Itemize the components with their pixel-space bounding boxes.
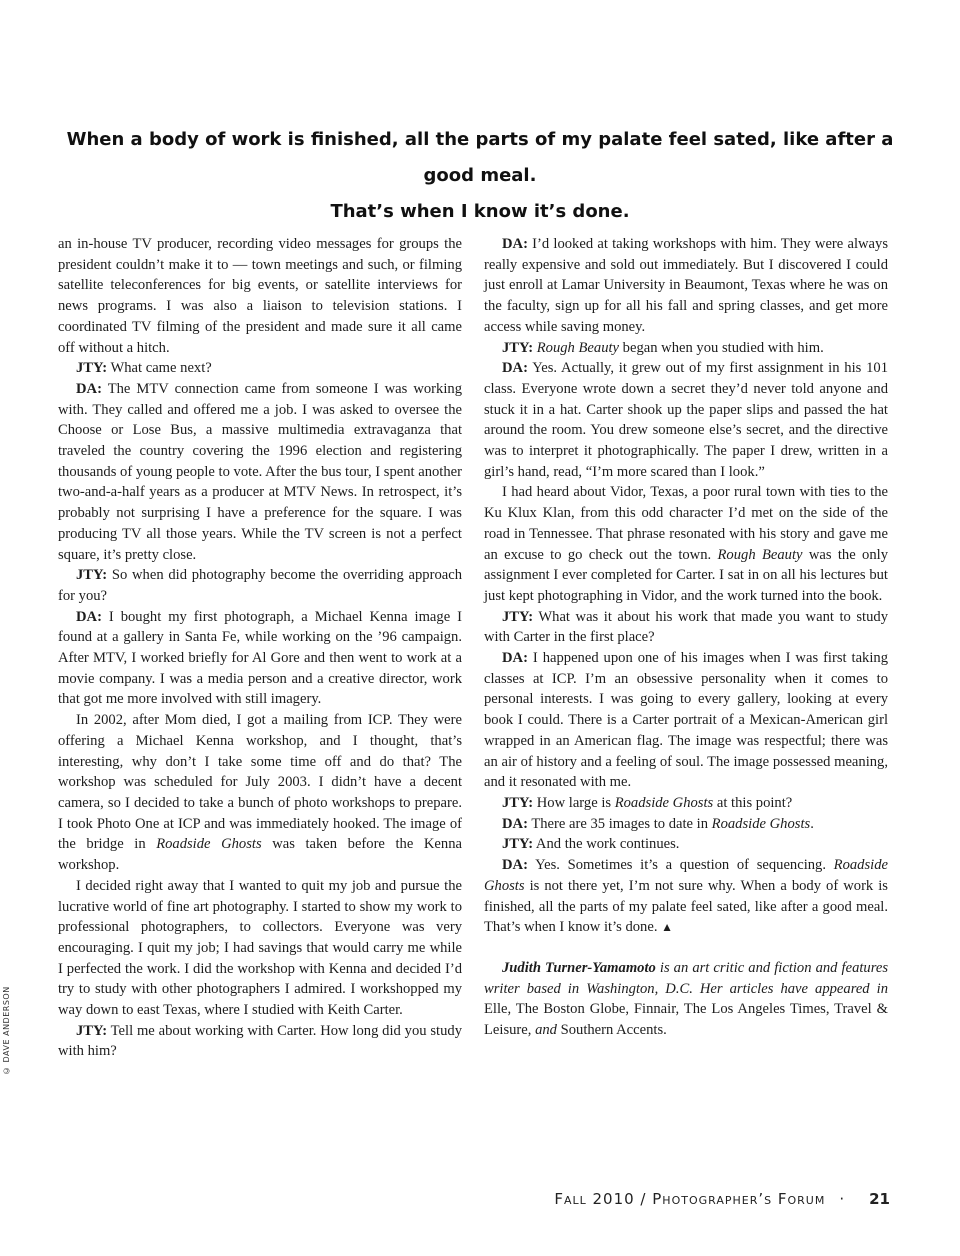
book-title: Roadside Ghosts (156, 836, 262, 853)
paragraph: JTY: Tell me about working with Carter. How long did you study with him? (58, 1022, 462, 1060)
speaker-label: DA: (502, 650, 528, 667)
speaker-label: JTY: (76, 360, 108, 377)
book-title: Roadside Ghosts (484, 857, 888, 894)
paragraph: DA: I happened upon one of his images when I was first taking classes at ICP. I’m an obsessive personality when it comes to personal interests. I was going to every gallery, looking at every book I could. There is a Carter portrait of a Mexican-American girl wrapped in an American flag. The image was respectful; there was an air of history and a feeling of soul. The image possessed meaning, and it resonated with me. (484, 650, 888, 791)
speaker-label: JTY: (502, 836, 534, 853)
footer-separator: · (839, 1190, 846, 1208)
paragraph: I had heard about Vidor, Texas, a poor rural town with ties to the Ku Klux Klan, from this odd character I’d met on the side of the road in Tennessee. That phrase resonated with his story and gave me an excuse to go check out the town. Rough Beauty was the only assignment I ever completed for Carter. I sat in on all his lectures but just kept photographing in Vidor, and the work turned into the book. (484, 484, 888, 604)
speaker-label: JTY: (76, 1022, 108, 1039)
paragraph: DA: Yes. Sometimes it’s a question of sequencing. Roadside Ghosts is not there yet, I’m not sure why. When a body of work is finished, all the parts of my palate feel sated, like after a good meal. That’s when I know it’s done. ▲ (484, 857, 888, 936)
speaker-label: JTY: (76, 567, 108, 584)
speaker-label: DA: (502, 815, 528, 832)
speaker-label: DA: (502, 236, 528, 252)
paragraph: an in-house TV producer, recording video messages for groups the president couldn’t make it to — town meetings and such, or filming satellite teleconferences for big events, or satellite interviews for news programs. I was also a liaison to television stations. I coordinated TV filming of the president and made sure it all came off without a hitch. (58, 236, 462, 356)
right-column (484, 234, 888, 1041)
author-bio: Judith Turner-Yamamoto is an art critic and fiction and features writer based in Washington, D.C. Her articles have appeared in Elle, The Boston Globe, Finnair, The Los Angeles Times, Travel & Leisure, and Southern Accents. (484, 959, 889, 1039)
book-title: Rough Beauty (536, 339, 620, 356)
speaker-label: DA: (502, 360, 528, 377)
page-footer (554, 1190, 890, 1208)
paragraph: DA: I bought my first photograph, a Michael Kenna image I found at a gallery in Santa Fe, while working on the ’96 campaign. After MTV, I worked briefly for Al Gore and then went to work at a movie company. I was a media person and a creative director, work that got me more involved with still imagery. (58, 608, 462, 708)
paragraph: DA: There are 35 images to date in Roadside Ghosts. (502, 815, 814, 832)
issue-label: Fall 2010 / Photographer’s Forum (554, 1190, 826, 1208)
paragraph: DA: Yes. Actually, it grew out of my first assignment in his 101 class. Everyone wrote down a secret they’d never told anyone and stuck it in a hat. Carter shook up the paper slips and passed the hat around the room. You drew someone else’s secret, and the directive was to interpret it photographically. The paper I drew, written in a girl’s hand, read, “I’m more scared than I look.” (484, 360, 888, 480)
speaker-label: JTY: (502, 608, 534, 625)
pull-quote-line-1: When a body of work is finished, all the parts of my palate feel sated, like after a good meal. (66, 129, 894, 186)
end-mark-icon: ▲ (661, 920, 674, 935)
page-number: 21 (869, 1190, 890, 1208)
speaker-label: DA: (76, 380, 102, 397)
speaker-label: JTY: (502, 794, 534, 811)
paragraph: JTY: What was it about his work that made you want to study with Carter in the first place? (484, 608, 888, 646)
pull-quote (40, 122, 920, 230)
speaker-label: DA: (502, 857, 528, 874)
paragraph: JTY: Rough Beauty began when you studied with him. (502, 339, 824, 356)
paragraph: JTY: How large is Roadside Ghosts at this point? (502, 794, 793, 811)
paragraph: DA: The MTV connection came from someone I was working with. They called and offered me a job. I was asked to oversee the Choose or Lose Bus, a massive multimedia extravaganza that traveled the country covering the 1996 election and registering thousands of young people to vote. After the bus tour, I spent another two-and-a-half years as a producer at MTV News. In retrospect, it’s probably not surprising I have a preference for the square. I was producing TV all those years. While the TV screen is not a perfect square, it’s pretty close. (58, 380, 462, 563)
paragraph: DA: I’d looked at taking workshops with him. They were always really expensive and sold out immediately. But I discovered I could just enroll at Lamar University in Beaumont, Texas where he was on the faculty, sign up for all his fall and spring classes, and get more access while saving money. (484, 236, 888, 335)
book-title: Rough Beauty (717, 546, 803, 563)
photo-credit: © DAVE ANDERSON (2, 986, 11, 1075)
left-column (58, 234, 462, 1062)
paragraph: JTY: What came next? (76, 360, 212, 377)
speaker-label: DA: (76, 608, 102, 625)
book-title: Roadside Ghosts (711, 815, 811, 832)
paragraph: I decided right away that I wanted to quit my job and pursue the lucrative world of fine art photography. I started to show my work to professional photographers, to collectors. Everyone was very encouraging. I quit my job; I had savings that would carry me while I perfected the work. I did the workshop with Kenna and decided I’d try to study with other photographers I admired. I workshopped my way down to east Texas, where I studied with Keith Carter. (58, 877, 462, 1019)
speaker-label: JTY: (502, 339, 534, 356)
author-name: Judith Turner-Yamamoto (502, 959, 656, 976)
paragraph: JTY: And the work continues. (502, 836, 680, 853)
paragraph: In 2002, after Mom died, I got a mailing from ICP. They were offering a Michael Kenna workshop, and I thought, that’s interesting, why don’t I take some time off and do that? The workshop was scheduled for July 2003. I didn’t have a decent camera, so I decided to take a bunch of photo workshops to prepare. I took Photo One at ICP and was immediately hooked. The image of the bridge in Roadside Ghosts was taken before the Kenna workshop. (58, 712, 462, 874)
pull-quote-line-2: That’s when I know it’s done. (330, 201, 630, 222)
book-title: Roadside Ghosts (614, 794, 714, 811)
paragraph: JTY: So when did photography become the overriding approach for you? (58, 567, 462, 604)
